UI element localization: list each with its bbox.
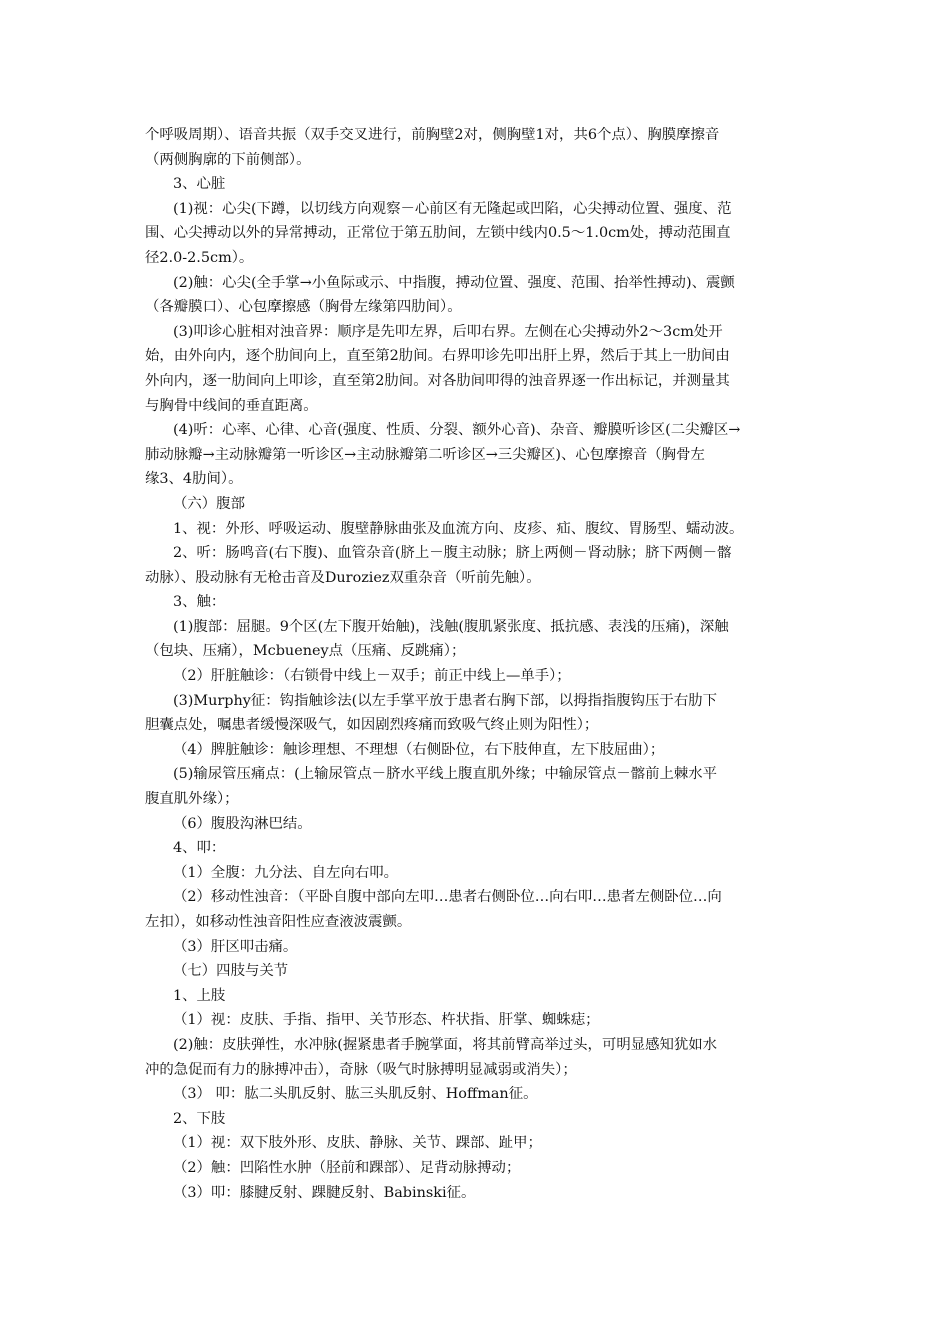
text-line: 2、下肢 [173,1110,226,1127]
text-line: （包块、压痛），Mcbueney点（压痛、反跳痛）； [145,643,466,660]
text-line: 个呼吸周期）、语音共振（双手交叉进行，前胸壁2对，侧胸壁1对，共6个点）、胸膜摩擦音 [145,127,720,143]
text-line: （七）四肢与关节 [173,963,289,980]
text-line: （4）脾脏触诊：触诊理想、不理想（右侧卧位，右下肢伸直，左下肢屈曲）； [173,741,665,758]
text-line: (5)输尿管压痛点：(上输尿管点－脐水平线上腹直肌外缘；中输尿管点－髂前上棘水平 [173,766,718,783]
text-line: （3） 叩：肱二头肌反射、肱三头肌反射、Hoffman征。 [173,1086,538,1103]
text-line: (4)听：心率、心律、心音(强度、性质、分裂、额外心音)、杂音、瓣膜听诊区(二尖瓣区→ [173,422,741,439]
text-line: 外向内，逐一肋间向上叩诊，直至第2肋间。对各肋间叩得的浊音界逐一作出标记，并测量其 [145,372,730,389]
text-line: 1、上肢 [173,987,226,1004]
text-line: 围、心尖搏动以外的异常搏动，正常位于第五肋间，左锁中线内0.5～1.0cm处，搏动范围直 [145,225,731,242]
text-line: 始，由外向内，逐个肋间向上，直至第2肋间。右界叩诊先叩出肝上界，然后于其上一肋间由 [145,348,730,365]
text-line: （6）腹股沟淋巴结。 [173,815,312,832]
text-line: 1、视：外形、呼吸运动、腹壁静脉曲张及血流方向、皮疹、疝、腹纹、胃肠型、蠕动波。 [173,520,744,537]
document-body [145,123,810,1205]
text-line: 4、叩： [173,840,226,857]
text-line: （3）叩：膝腱反射、踝腱反射、Babinski征。 [173,1184,476,1201]
text-line: 径2.0-2.5cm）。 [145,249,254,266]
text-line: (2)触：心尖(全手掌→小鱼际或示、中指腹，搏动位置、强度、范围、抬举性搏动)、震颤 [173,274,735,291]
text-line: 肺动脉瓣→主动脉瓣第一听诊区→主动脉瓣第二听诊区→三尖瓣区)、心包摩擦音（胸骨左 [145,446,705,463]
text-line: （2）触：凹陷性水肿（胫前和踝部）、足背动脉搏动； [173,1159,521,1176]
text-line: 左扣），如移动性浊音阳性应查液波震颤。 [145,914,412,930]
text-line: 冲的急促而有力的脉搏冲击），奇脉（吸气时脉搏明显减弱或消失）； [145,1061,577,1078]
text-line: (3)Murphy征：钩指触诊法(以左手掌平放于患者右胸下部，以拇指指腹钩压于右肋下 [173,692,717,709]
text-line: （3）肝区叩击痛。 [173,938,298,955]
text-line: 与胸骨中线间的垂直距离。 [145,397,318,414]
text-line: (1)视：心尖(下蹲，以切线方向观察－心前区有无隆起或凹陷，心尖搏动位置、强度、范 [173,200,732,217]
text-line: 2、听：肠鸣音(右下腹)、血管杂音(脐上－腹主动脉；脐上两侧－肾动脉；脐下两侧－髂 [173,545,732,562]
text-line: （1）视：双下肢外形、皮肤、静脉、关节、踝部、趾甲； [173,1135,542,1152]
text-line: (2)触：皮肤弹性，水冲脉(握紧患者手腕掌面，将其前臂高举过头，可明显感知犹如水 [173,1036,718,1053]
text-line: (1)腹部：屈腿。9个区(左下腹开始触)，浅触(腹肌紧张度、抵抗感、表浅的压痛)，深触 [173,618,729,635]
text-line: （各瓣膜口）、心包摩擦感（胸骨左缘第四肋间）。 [145,299,462,316]
text-line: （2）肝脏触诊：（右锁骨中线上－双手；前正中线上—单手）； [173,668,571,685]
text-line: （1）视：皮肤、手指、指甲、关节形态、杵状指、肝掌、蜘蛛痣； [173,1012,600,1029]
text-line: 动脉）、股动脉有无枪击音及Duroziez双重杂音（听前先触）。 [145,569,541,586]
text-line: (3)叩诊心脏相对浊音界：顺序是先叩左界，后叩右界。左侧在心尖搏动外2～3cm处开 [173,323,723,340]
text-line: （1）全腹：九分法、自左向右叩。 [173,864,399,881]
text-line: 缘3、4肋间）。 [145,471,243,488]
text-line: 3、心脏 [173,176,226,193]
text-line: 胆囊点处，嘱患者缓慢深吸气，如因剧烈疼痛而致吸气终止则为阳性）； [145,717,599,734]
text-line: （六）腹部 [173,495,245,512]
text-line: 腹直肌外缘）； [145,791,239,808]
text-line: （2）移动性浊音：（平卧自腹中部向左叩…患者右侧卧位…向右叩…患者左侧卧位…向 [173,889,722,906]
text-line: （两侧胸廓的下前侧部）。 [145,151,311,168]
text-line: 3、触： [173,594,226,611]
